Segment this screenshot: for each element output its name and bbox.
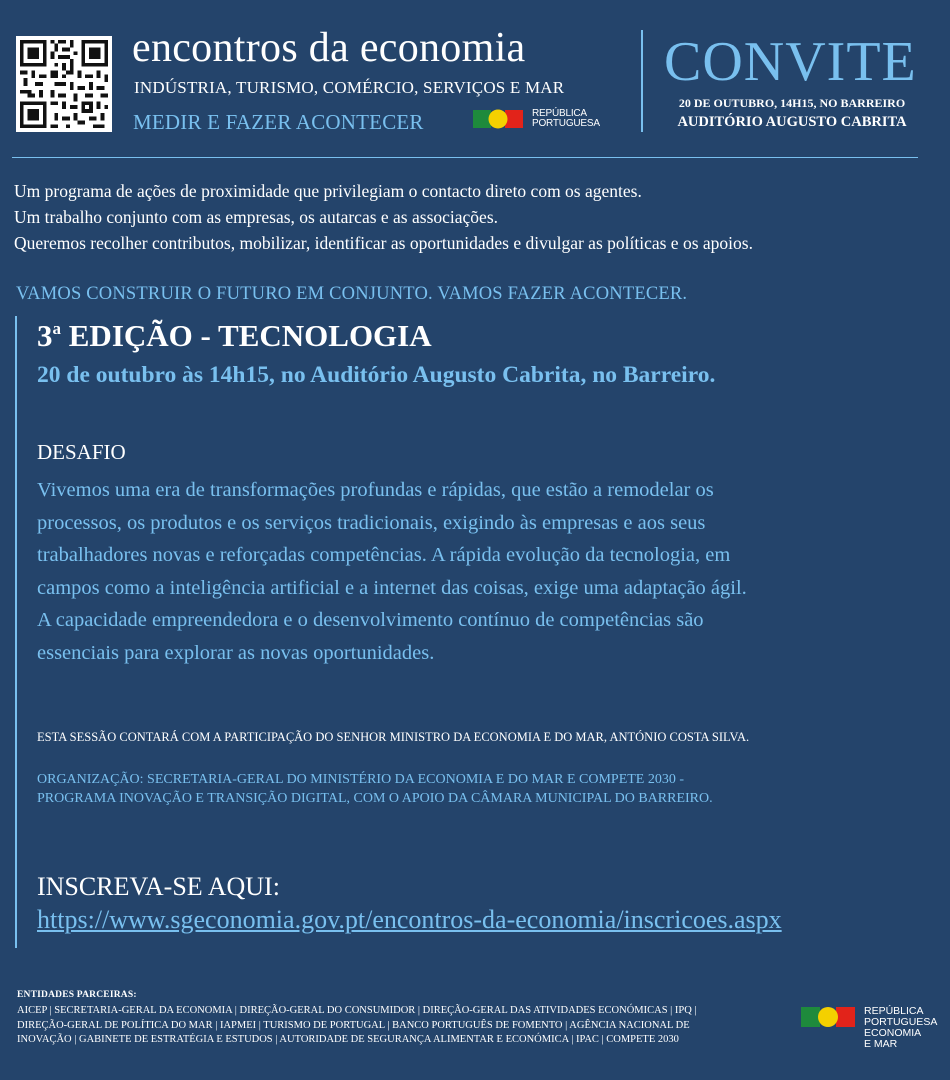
content-left-border <box>15 316 17 948</box>
logo-line-2: PORTUGUESA <box>864 1016 938 1028</box>
desafio-heading: DESAFIO <box>37 440 126 464</box>
desafio-line: processos, os produtos e os serviços tradicionais, exigindo às empresas e aos seus <box>37 511 706 534</box>
intro-line: Queremos recolher contributos, mobilizar, identificar as oportunidades e divulgar as políticas e os apoios. <box>14 233 753 253</box>
edition-number: 3 <box>37 318 53 353</box>
desafio-line: trabalhadores novas e reforçadas competências. A rápida evolução da tecnologia, em <box>37 544 731 566</box>
edition-ordinal: a <box>52 319 61 338</box>
intro-text <box>14 178 934 256</box>
event-tagline: MEDIR E FAZER ACONTECER <box>133 110 424 134</box>
ministro-note: ESTA SESSÃO CONTARÁ COM A PARTICIPAÇÃO DO SENHOR MINISTRO DA ECONOMIA E DO MAR, ANTÓNIO COSTA SILVA. <box>37 730 750 744</box>
logo-line-1: REPÚBLICA <box>864 1005 924 1017</box>
desafio-text <box>37 474 917 669</box>
partners-list <box>17 1004 797 1048</box>
header-separator <box>12 157 918 158</box>
logo-text <box>864 1006 937 1050</box>
event-title: encontros da economia <box>132 25 526 71</box>
desafio-line: essenciais para explorar as novas oportunidades. <box>37 641 435 664</box>
qr-code-graphic <box>16 36 112 132</box>
desafio-line: Vivemos uma era de transformações profundas e rápidas, que estão a remodelar os <box>37 479 714 501</box>
edition-title <box>37 318 432 354</box>
inscricao-heading: INSCREVA-SE AQUI: <box>37 872 280 901</box>
flag-icon <box>800 1005 856 1029</box>
inscricao-link[interactable]: https://www.sgeconomia.gov.pt/encontros-da-economia/inscricoes.aspx <box>37 905 782 934</box>
partners-line: AICEP | SECRETARIA-GERAL DA ECONOMIA | DIREÇÃO-GERAL DO CONSUMIDOR | DIREÇÃO-GERAL DAS ATIVIDADES ECONÓMICAS | IPQ | <box>17 1005 697 1016</box>
logo-line-3: ECONOMIA <box>864 1027 922 1039</box>
organizacao-note <box>37 770 713 808</box>
intro-line: Um programa de ações de proximidade que privilegiam o contacto direto com os agentes. <box>14 181 642 201</box>
header-divider <box>641 30 643 132</box>
convite-heading: CONVITE <box>664 31 917 93</box>
event-subtitle: INDÚSTRIA, TURISMO, COMÉRCIO, SERVIÇOS E MAR <box>134 78 565 97</box>
logo-text <box>532 109 600 129</box>
logo-line-4: E MAR <box>864 1038 898 1050</box>
logo-line-2: PORTUGUESA <box>532 118 600 129</box>
partners-heading: ENTIDADES PARCEIRAS: <box>17 990 137 1000</box>
convite-venue: AUDITÓRIO AUGUSTO CABRITA <box>677 114 907 130</box>
partners-line: DIREÇÃO-GERAL DE POLÍTICA DO MAR | IAPMEI | TURISMO DE PORTUGAL | BANCO PORTUGUÊS DE FOMENTO | AGÊNCIA NACIONAL DE <box>17 1019 690 1031</box>
organizacao-line: PROGRAMA INOVAÇÃO E TRANSIÇÃO DIGITAL, COM O APOIO DA CÂMARA MUNICIPAL DO BARREIRO. <box>37 791 713 806</box>
republica-portuguesa-logo <box>472 108 602 132</box>
slogan: VAMOS CONSTRUIR O FUTURO EM CONJUNTO. VAMOS FAZER ACONTECER. <box>16 284 688 304</box>
intro-line: Um trabalho conjunto com as empresas, os autarcas e as associações. <box>14 207 499 227</box>
edition-label: EDIÇÃO - TECNOLOGIA <box>61 318 432 353</box>
desafio-line: campos como a inteligência artificial e a internet das coisas, exige uma adaptação ágil. <box>37 576 747 599</box>
flag-icon <box>472 108 524 130</box>
partners-line: INOVAÇÃO | GABINETE DE ESTRATÉGIA E ESTUDOS | AUTORIDADE DE SEGURANÇA ALIMENTAR E ECONÓMICA | IPAC | COMPETE 2030 <box>17 1034 679 1045</box>
republica-portuguesa-economia-logo <box>800 1005 940 1051</box>
desafio-line: A capacidade empreendedora e o desenvolvimento contínuo de competências são <box>37 609 704 631</box>
organizacao-line: ORGANIZAÇÃO: SECRETARIA-GERAL DO MINISTÉRIO DA ECONOMIA E DO MAR E COMPETE 2030 - <box>37 772 685 787</box>
qr-code[interactable] <box>16 36 112 132</box>
convite-date: 20 DE OUTUBRO, 14H15, NO BARREIRO <box>678 96 906 110</box>
edition-date: 20 de outubro às 14h15, no Auditório Augusto Cabrita, no Barreiro. <box>37 362 716 388</box>
logo-line-1: REPÚBLICA <box>532 108 587 119</box>
